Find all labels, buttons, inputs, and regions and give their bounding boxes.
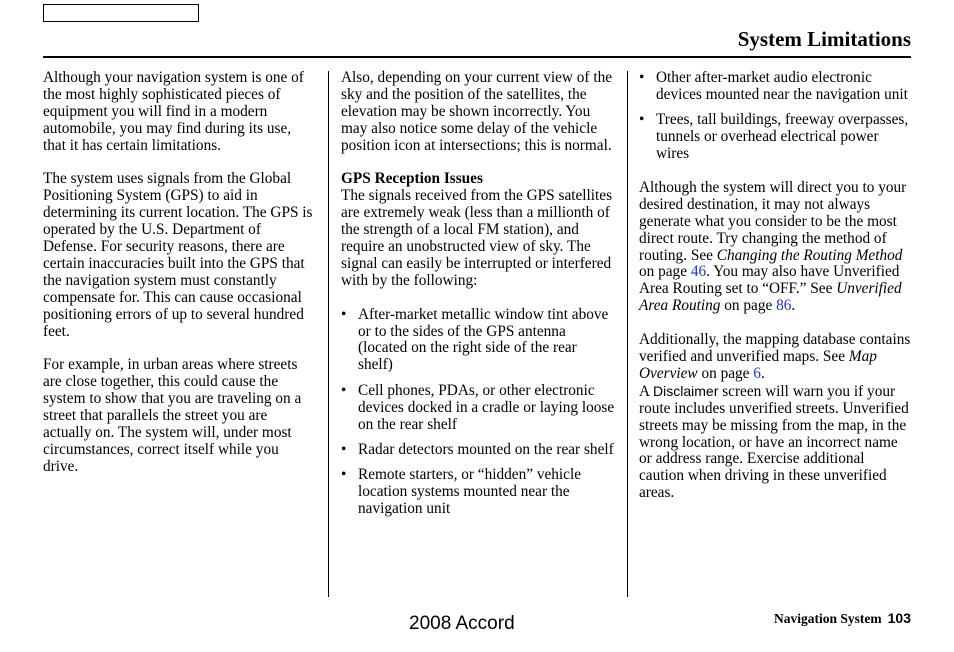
page-link-46[interactable]: 46 [690, 263, 707, 281]
paragraph-intro: Although your navigation system is one of the most highly sophisticated pieces of equipment you will find in a modern automobile, you may find during its use, that it has certain limitations. [43, 69, 304, 154]
paragraph-signals: The signals received from the GPS satellites are extremely weak (less than a millionth of the strength of a local FM station), and require an unobstructed view of sky. The signal can easily be interrupted or interfered with by the following: [341, 187, 613, 289]
paragraph-mapping-database: Additionally, the mapping database contains verified and unverified maps. See Map Overview on page 6. [639, 331, 911, 382]
disclaimer-term: Disclaimer [653, 382, 719, 399]
list-item: • Remote starters, or “hidden” vehicle location systems mounted near the navigation unit [341, 466, 581, 518]
paragraph-elevation: Also, depending on your current view of the sky and the position of the satellites, the elevation may be shown incorrectly. You may also notice some delay of the vehicle position icon at intersections; this is normal. [341, 69, 613, 154]
footer-page-info [774, 610, 911, 627]
interference-list-continued [639, 70, 911, 163]
page-link-6[interactable]: 6 [753, 364, 761, 382]
section-heading-gps-reception: GPS Reception Issues [341, 170, 483, 188]
paragraph-gps: The system uses signals from the Global Positioning System (GPS) to aid in determining its current location. The GPS is operated by the U.S. Department of Defense. For security reasons, there are certain inaccuracies built into the GPS that the navigation system must constantly compensate for. This can cause occasional positioning errors of up to several hundred feet. [43, 170, 313, 340]
header-tab-box [43, 4, 199, 22]
page-title: System Limitations [737, 27, 911, 51]
bullet-icon: • [341, 441, 347, 458]
reference-unverified-area-routing: Unverified Area Routing [639, 280, 902, 315]
bullet-icon: • [341, 305, 347, 323]
header-rule [43, 56, 911, 58]
list-item: • Other after-market audio electronic devices mounted near the navigation unit [639, 69, 908, 103]
bullet-icon: • [341, 466, 347, 484]
page-number: 103 [887, 610, 911, 626]
paragraph-routing: Although the system will direct you to your desired destination, it may not always generate what you consider to be the most direct route. Try changing the method of routing. See Changing the Routing Method on page 46. You may also have Unverified Area Routing set to “OFF.” See Unverified Area Routing on page 86. [639, 178, 907, 315]
bullet-icon: • [341, 381, 347, 399]
column-2 [341, 70, 615, 535]
paragraph-disclaimer: A Disclaimer screen will warn you if your route includes unverified streets. Unverified streets may be missing from the map, in the wrong location, or have an incorrect name or address range. Exercise additional caution when driving in these unverified areas. [639, 382, 909, 502]
reference-map-overview: Map Overview [639, 347, 877, 382]
reference-changing-routing-method: Changing the Routing Method [716, 246, 903, 264]
bullet-icon: • [639, 111, 645, 129]
page-link-86[interactable]: 86 [776, 297, 792, 315]
list-item: • Trees, tall buildings, freeway overpasses, tunnels or overhead electrical power wires [639, 111, 909, 163]
footer-model-label: 2008 Accord [409, 613, 515, 634]
list-item: • Cell phones, PDAs, or other electronic devices docked in a cradle or laying loose on the rear shelf [341, 381, 615, 433]
list-item: • After-market metallic window tint above or to the sides of the GPS antenna (located on the right side of the rear shelf) [341, 305, 609, 374]
footer-section-label: Navigation System [774, 611, 882, 626]
column-divider-2 [627, 71, 628, 597]
bullet-icon: • [639, 69, 645, 86]
list-item: • Radar detectors mounted on the rear shelf [341, 441, 614, 458]
interference-list [341, 307, 615, 518]
paragraph-example: For example, in urban areas where streets are close together, this could cause the system to show that you are traveling on a street that parallels the street you are actually on. The system will, under most circumstances, correct itself while you drive. [43, 356, 302, 475]
column-1 [43, 70, 315, 493]
column-3 [639, 70, 911, 519]
column-divider-1 [328, 71, 329, 597]
